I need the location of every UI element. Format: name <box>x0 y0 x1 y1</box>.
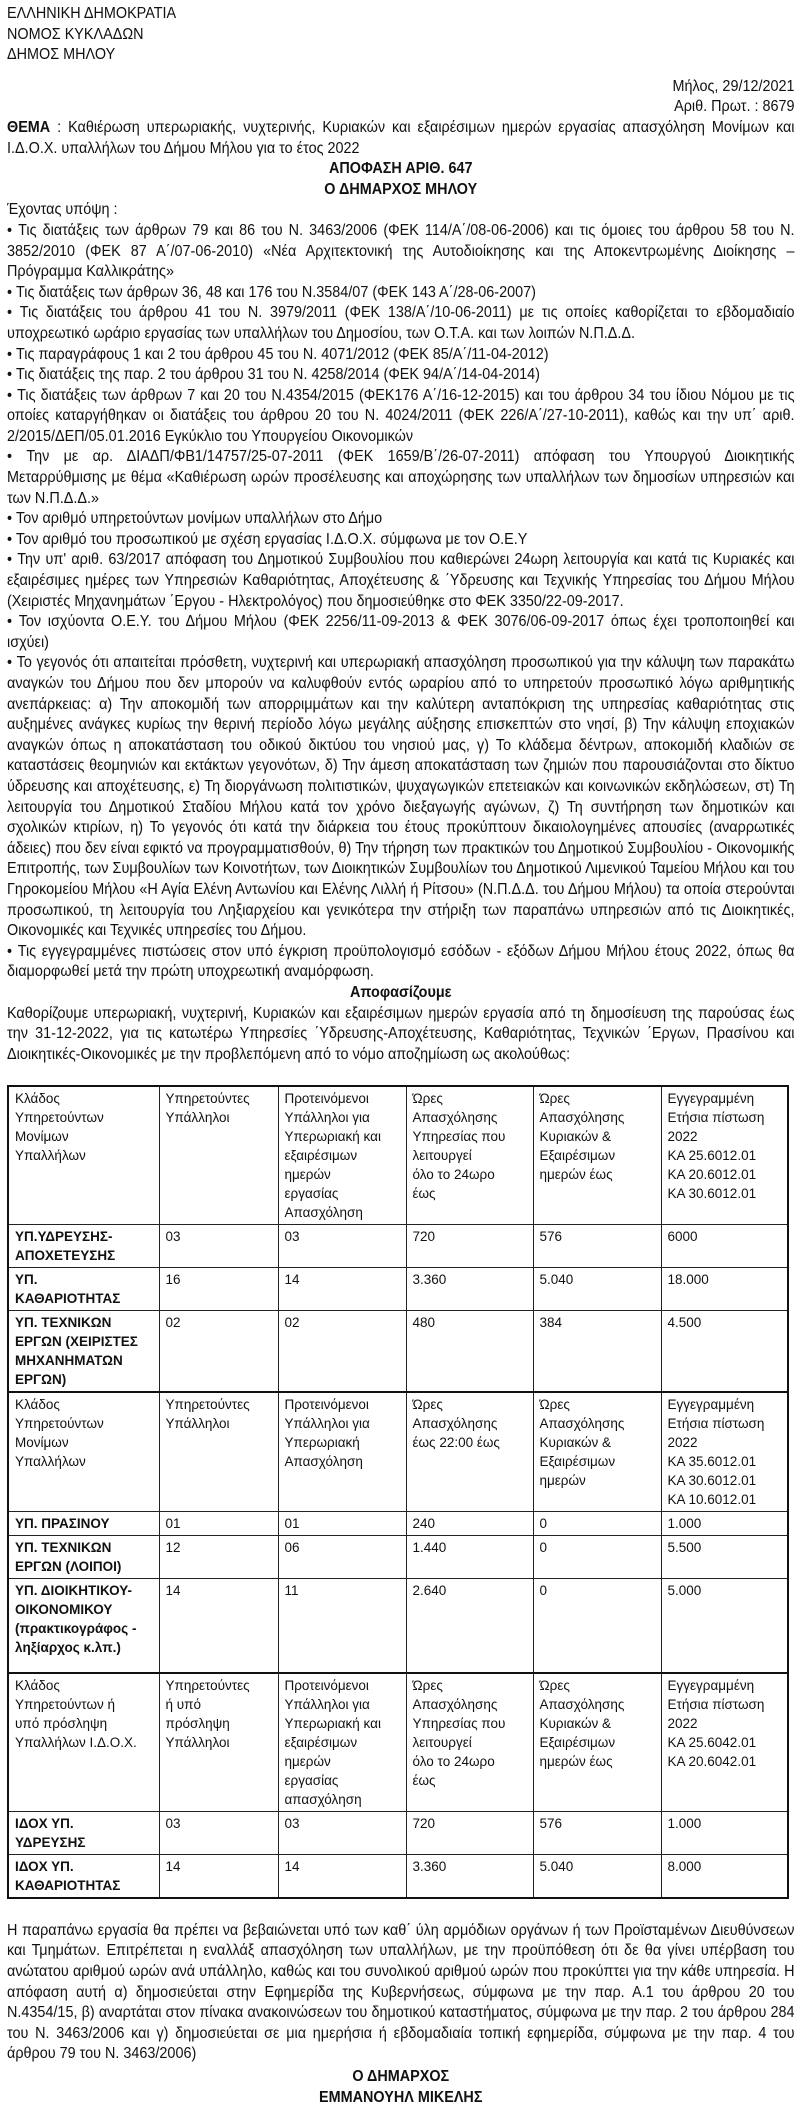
column-header: Υπηρετούντες ή υπό πρόσληψη Υπάλληλοι <box>159 1673 278 1812</box>
consideration-item: • Τις παραγράφους 1 και 2 του άρθρου 45 του Ν. 4071/2012 (ΦΕΚ 85/Α΄/11-04-2012) <box>7 345 795 366</box>
column-header: Ώρες Απασχόλησης Κυριακών & Εξαιρέσιμων ημερών <box>533 1392 661 1512</box>
consideration-item: • Τον αριθμό υπηρετούντων μονίμων υπαλλήλων στο Δήμο <box>7 509 795 530</box>
table-cell: 0 <box>533 1512 661 1536</box>
table-cell: 6000 <box>661 1225 788 1268</box>
branch-cell: ΥΠ.ΥΔΡΕΥΣΗΣ- ΑΠΟΧΕΤΕΥΣΗΣ <box>8 1225 159 1268</box>
document-top <box>7 0 795 1065</box>
table-cell: 240 <box>406 1512 533 1536</box>
header-municipality: ΔΗΜΟΣ ΜΗΛΟΥ <box>7 46 116 64</box>
branch-cell: ΥΠ. ΠΡΑΣΙΝΟΥ <box>8 1512 159 1536</box>
table-cell: 1.440 <box>406 1536 533 1579</box>
branch-cell: ΥΠ. ΤΕΧΝΙΚΩΝ ΕΡΓΩΝ (ΧΕΙΡΙΣΤΕΣ ΜΗΧΑΝΗΜΑΤΩΝ ΕΡΓΩΝ) <box>8 1311 159 1393</box>
column-header: Κλάδος Υπηρετούντων Μονίμων Υπαλλήλων <box>8 1392 159 1512</box>
table-cell: 11 <box>278 1579 406 1673</box>
column-header: Ώρες Απασχόλησης Κυριακών & Εξαιρέσιμων ημερών έως <box>533 1086 661 1225</box>
header-prefecture: ΝΟΜΟΣ ΚΥΚΛΑΔΩΝ <box>7 25 144 43</box>
table-cell: 2.640 <box>406 1579 533 1673</box>
table-cell: 06 <box>278 1536 406 1579</box>
table-cell: 576 <box>533 1225 661 1268</box>
column-header: Εγγεγραμμένη Ετήσια πίστωση 2022 ΚΑ 25.6012.01 ΚΑ 20.6012.01 ΚΑ 30.6012.01 <box>661 1086 788 1225</box>
considerations-list <box>7 221 795 983</box>
consideration-item: • Τον ισχύοντα Ο.Ε.Υ. του Δήμου Μήλου (ΦΕΚ 2256/11-09-2013 & ΦΕΚ 3076/06-09-2017 όπως έχει τροποποιηθεί και ισχύει) <box>7 612 795 653</box>
table-cell: 1.000 <box>661 1811 788 1854</box>
consideration-item: • Τις διατάξεις του άρθρου 41 του Ν. 3979/2011 (ΦΕΚ 138/Α΄/10-06-2011) με τις οποίες καθορίζεται το εβδομαδιαίο υποχρεωτικό ωράριο εργασίας των υπαλλήλων του Δημοσίου, των Ο.Τ.Α. και των λοιπών Ν.Π.Δ.Δ. <box>7 303 795 344</box>
table-row <box>8 1811 788 1854</box>
column-header: Προτεινόμενοι Υπάλληλοι για Υπερωριακή και εξαιρέσιμων ημερών εργασίας Απασχόληση <box>278 1086 406 1225</box>
table-cell: 03 <box>278 1225 406 1268</box>
subject-label: ΘΕΜΑ <box>7 118 51 136</box>
consideration-item: • Τις διατάξεις των άρθρων 79 και 86 του Ν. 3463/2006 (ΦΕΚ 114/Α΄/08-06-2006) και τις όμοιες του άρθρου 58 του Ν. 3852/2010 (ΦΕΚ 87 Α΄/07-06-2010) «Νέα Αρχιτεκτονική της Αυτοδιοίκησης και της Αποκεντρωμένης Διοίκησης – Πρόγραμμα Καλλικράτης» <box>7 221 795 283</box>
column-header: Εγγεγραμμένη Ετήσια πίστωση 2022 ΚΑ 35.6012.01 ΚΑ 30.6012.01 ΚΑ 10.6012.01 <box>661 1392 788 1512</box>
consideration-item: • Την υπ' αριθ. 63/2017 απόφαση του Δημοτικού Συμβουλίου που καθιερώνει 24ωρη λειτουργία και κατά τις Κυριακές και εξαιρέσιμες ημέρες των Υπηρεσιών Καθαριότητας, Αποχέτευσης & ΄Υδρευσης και Τεχνικής Υπηρεσίας του Δήμου Μήλου (Χειριστές Μηχανημάτων ΄Εργου - Ηλεκτρολόγος) που δημοσιεύθηκε στο ΦΕΚ 3350/22-09-2017. <box>7 550 795 612</box>
document-bottom <box>7 1921 795 2118</box>
subject-text: : Καθιέρωση υπερωριακής, νυχτερινής, Κυριακών και εξαιρέσιμων ημερών εργασίας απασχόληση Μονίμων και Ι.Δ.Ο.Χ. υπαλλήλων του Δήμου Μήλου για το έτος 2022 <box>7 118 795 157</box>
column-header: Ώρες Απασχόλησης έως 22:00 έως <box>406 1392 533 1512</box>
table-cell: 576 <box>533 1811 661 1854</box>
table-row <box>8 1536 788 1579</box>
column-header: Ώρες Απασχόλησης Κυριακών & Εξαιρέσιμων ημερών έως <box>533 1673 661 1812</box>
column-header: Προτεινόμενοι Υπάλληλοι για Υπερωριακή και εξαιρέσιμων ημερών εργασίας απασχόληση <box>278 1673 406 1812</box>
table-cell: 12 <box>159 1536 278 1579</box>
table-row <box>8 1854 788 1898</box>
table-cell: 02 <box>278 1311 406 1393</box>
table-header-row <box>8 1086 788 1225</box>
decide-heading: Αποφασίζουμε <box>350 983 452 1001</box>
issuer: Ο ΔΗΜΑΡΧΟΣ ΜΗΛΟΥ <box>324 180 478 198</box>
header-republic: ΕΛΛΗΝΙΚΗ ΔΗΜΟΚΡΑΤΙΑ <box>7 5 177 22</box>
table-cell: 02 <box>159 1311 278 1393</box>
signature-title: Ο ΔΗΜΑΡΧΟΣ <box>352 2067 450 2085</box>
table-cell: 5.040 <box>533 1268 661 1311</box>
considering-label: Έχοντας υπόψη : <box>7 201 118 219</box>
table-cell: 480 <box>406 1311 533 1393</box>
column-header: Προτεινόμενοι Υπάλληλοι για Υπερωριακή Απασχόληση <box>278 1392 406 1512</box>
table-cell: 1.000 <box>661 1512 788 1536</box>
table-cell: 4.500 <box>661 1311 788 1393</box>
signature-name: ΕΜΜΑΝΟΥΗΛ ΜΙΚΕΛΗΣ <box>319 2088 483 2106</box>
column-header: Κλάδος Υπηρετούντων ή υπό πρόσληψη Υπαλλήλων Ι.Δ.Ο.Χ. <box>8 1673 159 1812</box>
column-header: Υπηρετούντες Υπάλληλοι <box>159 1086 278 1225</box>
table-cell: 5.500 <box>661 1536 788 1579</box>
table-header-row <box>8 1673 788 1812</box>
branch-cell: ΥΠ. ΚΑΘΑΡΙΟΤΗΤΑΣ <box>8 1268 159 1311</box>
table-cell: 3.360 <box>406 1854 533 1898</box>
table-cell: 14 <box>278 1854 406 1898</box>
table-cell: 3.360 <box>406 1268 533 1311</box>
table-cell: 03 <box>159 1225 278 1268</box>
table-cell: 16 <box>159 1268 278 1311</box>
closing-text: Η παραπάνω εργασία θα πρέπει να βεβαιώνεται υπό των καθ΄ ύλη αρμόδιων οργάνων ή των Προϊσταμένων Διευθύνσεων και Τμημάτων. Επιτρέπεται η εναλλάξ απασχόληση των υπαλλήλων, με την προϋπόθεση ότι δε θα γίνει υπέρβαση του ανώτατου αριθμού ωρών ανά υπάλληλο, καθώς και του συνολικού αριθμού ωρών που προκύπτει για την κάθε υπηρεσία. Η απόφαση αυτή α) δημοσιεύεται στην Εφημερίδα της Κυβερνήσεως, σύμφωνα με την παρ. Α.1 του άρθρου 20 του Ν.4354/15, β) αναρτάται στον πίνακα ανακοινώσεων του δημοτικού καταστήματος, σύμφωνα με την παρ. 2 του άρθρου 284 του Ν. 3463/2006 και γ) δημοσιεύεται σε μια ημερήσια ή εβδομαδιαία τοπική εφημερίδα, σύμφωνα με την παρ. 4 του άρθρου 79 του Ν. 3463/2006) <box>7 1921 795 2063</box>
table-row <box>8 1311 788 1393</box>
table-header-row <box>8 1392 788 1512</box>
table-row <box>8 1579 788 1673</box>
column-header: Υπηρετούντες Υπάλληλοι <box>159 1392 278 1512</box>
table-cell: 03 <box>159 1811 278 1854</box>
consideration-item: • Την με αρ. ΔΙΑΔΠ/ΦΒ1/14757/25-07-2011 (ΦΕΚ 1659/Β΄/26-07-2011) απόφαση του Υπουργού Διοικητικής Μεταρρύθμισης με θέμα «Καθιέρωση ωρών προσέλευσης και αποχώρησης των υπαλλήλων των δημοσίων υπηρεσιών και των Ν.Π.Δ.Δ.» <box>7 447 795 509</box>
table-cell: 14 <box>159 1854 278 1898</box>
consideration-item: • Το γεγονός ότι απαιτείται πρόσθετη, νυχτερινή και υπερωριακή απασχόληση προσωπικού για την κάλυψη των παρακάτω αναγκών του Δήμου που δεν μπορούν να καλυφθούν εντός ωραρίου από το υπηρετούν προσωπικό λόγω αριθμητικής ανεπάρκειας: α) Την αποκομιδή των απορριμμάτων και την καλύτερη ανταπόκριση της υπηρεσίας καθαριότητας στις αυξημένες ανάγκες κυρίως την θερινή περίοδο λόγω μεγάλης αύξησης επισκεπτών στο νησί, β) Την κάλυψη εποχιακών αναγκών όπως η αποκατάσταση του οδικού δικτύου του νησιού μας, γ) Το κλάδεμα δέντρων, αποκομιδή κλαδιών σε καταστάσεις θεομηνιών και εκτάκτων γεγονότων, δ) Την άμεση αποκατάσταση των ζημιών που παρουσιάζονται στο δίκτυο ύδρευσης και αποχέτευσης, ε) Τη διοργάνωση πολιτιστικών, ψυχαγωγικών επετειακών και κοινωνικών εκδηλώσεων, στ) Τη λειτουργία του Δημοτικού Σταδίου Μήλου κατά τον χρόνο διεξαγωγής αγώνων, ζ) Τη συντήρηση των δημοτικών και σχολικών κτιρίων, η) Το γεγονός ότι κατά την διάρκεια του έτους προκύπτουν δικαιολογημένες απουσίες (αναρρωτικές άδειες) που δεν είναι εφικτό να προγραμματισθούν, θ) Την τήρηση των πρακτικών του Δημοτικού Συμβουλίου - Οικονομικής Επιτροπής, των Συμβουλίων των Κοινοτήτων, των Διοικητικών Συμβουλίων του Δημοτικού Λιμενικού Ταμείου Μήλου και του Γηροκομείου Μήλου «Η Αγία Ελένη Αντωνίου και Ελένης Λιλλή ή Ρίτσου» (Ν.Π.Δ.Δ. του Δήμου Μήλου) τα οποία στερούνται προσωπικού, τη λειτουργία του Ληξιαρχείου και γενικότερα την στήριξη των παραπάνω υπηρεσιών από τις Διοικητικές, Οικονομικές και Τεχνικές υπηρεσίες του Δήμου. <box>7 653 795 941</box>
overtime-table <box>7 1085 789 1899</box>
table-cell: 01 <box>278 1512 406 1536</box>
consideration-item: • Τις εγγεγραμμένες πιστώσεις στον υπό έγκριση προϋπολογισμό εσόδων - εξόδων Δήμου Μήλου έτους 2022, όπως θα διαμορφωθεί μετά την πρώτη υποχρεωτική αναμόρφωση. <box>7 942 795 983</box>
table-cell: 14 <box>278 1268 406 1311</box>
consideration-item: • Τις διατάξεις των άρθρων 7 και 20 του Ν.4354/2015 (ΦΕΚ176 Α΄/16-12-2015) και του άρθρου 34 του ίδιου Νόμου με τις οποίες καταργήθηκαν οι διατάξεις του άρθρου 20 του Ν. 4024/2011 (ΦΕΚ 226/Α΄/27-10-2011), καθώς και την υπ΄ αριθ. 2/2015/ΔΕΠ/05.01.2016 Εγκύκλιο του Υπουργείου Οικονομικών <box>7 386 795 448</box>
column-header: Ώρες Απασχόλησης Υπηρεσίας που λειτουργεί όλο το 24ωρο έως <box>406 1673 533 1812</box>
table-cell: 0 <box>533 1536 661 1579</box>
branch-cell: ΥΠ. ΤΕΧΝΙΚΩΝ ΕΡΓΩΝ (ΛΟΙΠΟΙ) <box>8 1536 159 1579</box>
table-row <box>8 1225 788 1268</box>
branch-cell: ΙΔΟΧ ΥΠ. ΚΑΘΑΡΙΟΤΗΤΑΣ <box>8 1854 159 1898</box>
table-cell: 384 <box>533 1311 661 1393</box>
table-cell: 720 <box>406 1811 533 1854</box>
table-cell: 5.000 <box>661 1579 788 1673</box>
consideration-item: • Τις διατάξεις της παρ. 2 του άρθρου 31 του Ν. 4258/2014 (ΦΕΚ 94/Α΄/14-04-2014) <box>7 365 795 386</box>
table-row <box>8 1268 788 1311</box>
branch-cell: ΥΠ. ΔΙΟΙΚΗΤΙΚΟΥ- ΟΙΚΟΝΟΜΙΚΟΥ (πρακτικογράφος - ληξίαρχος κ.λπ.) <box>8 1579 159 1673</box>
table-cell: 01 <box>159 1512 278 1536</box>
table-cell: 8.000 <box>661 1854 788 1898</box>
table-cell: 14 <box>159 1579 278 1673</box>
branch-cell: ΙΔΟΧ ΥΠ. ΥΔΡΕΥΣΗΣ <box>8 1811 159 1854</box>
consideration-item: • Τις διατάξεις των άρθρων 36, 48 και 176 του Ν.3584/07 (ΦΕΚ 143 Α΄/28-06-2007) <box>7 283 795 304</box>
table-cell: 720 <box>406 1225 533 1268</box>
table-row <box>8 1512 788 1536</box>
document-date: Μήλος, 29/12/2021 <box>672 77 795 95</box>
table-cell: 0 <box>533 1579 661 1673</box>
consideration-item: • Τον αριθμό του προσωπικού με σχέση εργασίας Ι.Δ.Ο.Χ. σύμφωνα με τον Ο.Ε.Υ <box>7 530 795 551</box>
subject <box>7 118 795 159</box>
column-header: Ώρες Απασχόλησης Υπηρεσίας που λειτουργεί όλο το 24ωρο έως <box>406 1086 533 1225</box>
protocol-number: Αριθ. Πρωτ. : 8679 <box>674 98 795 116</box>
decision-text: Καθορίζουμε υπερωριακή, νυχτερινή, Κυριακών και εξαιρέσιμων ημερών εργασία από τη δημοσίευση της παρούσας έως την 31-12-2022, για τις κατωτέρω Υπηρεσίες ΄Υδρευσης-Αποχέτευσης, Καθαριότητας, Τεχνικών ΄Εργων, Πρασίνου και Διοικητικές-Οικονομικές με την προβλεπόμενη από το νόμο αποζημίωση ως ακολούθως: <box>7 1004 795 1063</box>
table-cell: 18.000 <box>661 1268 788 1311</box>
column-header: Εγγεγραμμένη Ετήσια πίστωση 2022 ΚΑ 25.6042.01 ΚΑ 20.6042.01 <box>661 1673 788 1812</box>
table-cell: 5.040 <box>533 1854 661 1898</box>
column-header: Κλάδος Υπηρετούντων Μονίμων Υπαλλήλων <box>8 1086 159 1225</box>
table-cell: 03 <box>278 1811 406 1854</box>
decision-title: ΑΠΟΦΑΣΗ ΑΡΙΘ. 647 <box>328 160 473 178</box>
